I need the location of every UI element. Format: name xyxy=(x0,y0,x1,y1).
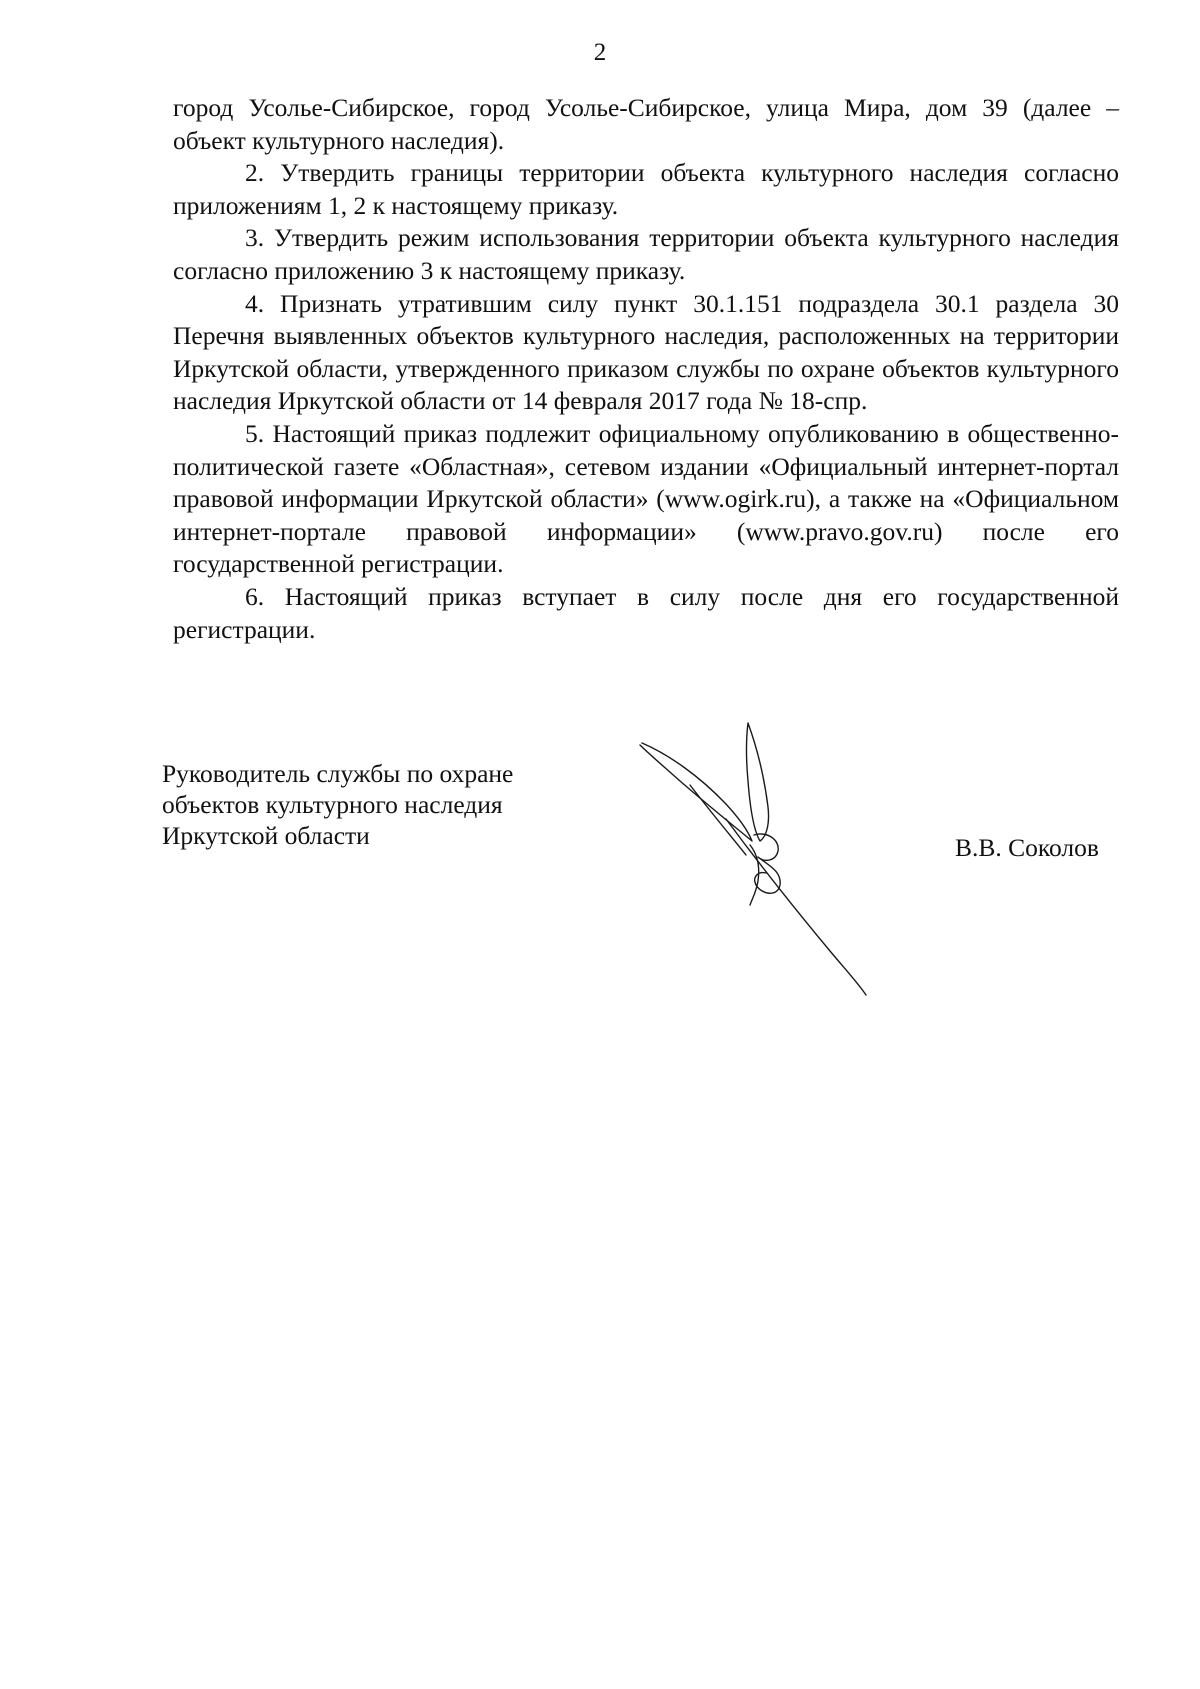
signer-position xyxy=(162,758,562,851)
signer-position-line: объектов культурного наследия xyxy=(162,790,503,819)
document-body xyxy=(173,92,1119,646)
signer-position-line: Иркутской области xyxy=(162,821,370,850)
paragraph-item-4: 4. Признать утратившим силу пункт 30.1.151 подраздела 30.1 раздела 30 Перечня выявленных объектов культурного наследия, расположенных на территории Иркутской области, утвержденного приказом службы по охране объектов культурного наследия Иркутской области от 14 февраля 2017 года № 18-спр. xyxy=(173,288,1119,416)
paragraph-item-3: 3. Утвердить режим использования территории объекта культурного наследия согласно приложению 3 к настоящему приказу. xyxy=(173,223,1119,285)
paragraph-item-2: 2. Утвердить границы территории объекта культурного наследия согласно приложениям 1, 2 к настоящему приказу. xyxy=(173,158,1119,220)
handwritten-signature xyxy=(630,715,890,1005)
paragraph-item-6: 6. Настоящий приказ вступает в силу после дня его государственной регистрации. xyxy=(173,581,1119,644)
page-number: 2 xyxy=(593,39,607,66)
signer-name: В.В. Соколов xyxy=(955,833,1099,862)
signer-position-line: Руководитель службы по охране xyxy=(162,759,514,788)
paragraph-item-5: 5. Настоящий приказ подлежит официальному опубликованию в общественно-политической газете «Областная», сетевом издании «Официальный интернет-портал правовой информации Иркутской области» (www.ogirk.ru), а также на «Официальном интернет-портале правовой информации» (www.pravo.gov.ru) после его государственной регистрации. xyxy=(173,418,1119,579)
paragraph-continuation: город Усолье-Сибирское, город Усолье-Сибирское, улица Мира, дом 39 (далее – объект культурного наследия). xyxy=(173,93,1119,155)
